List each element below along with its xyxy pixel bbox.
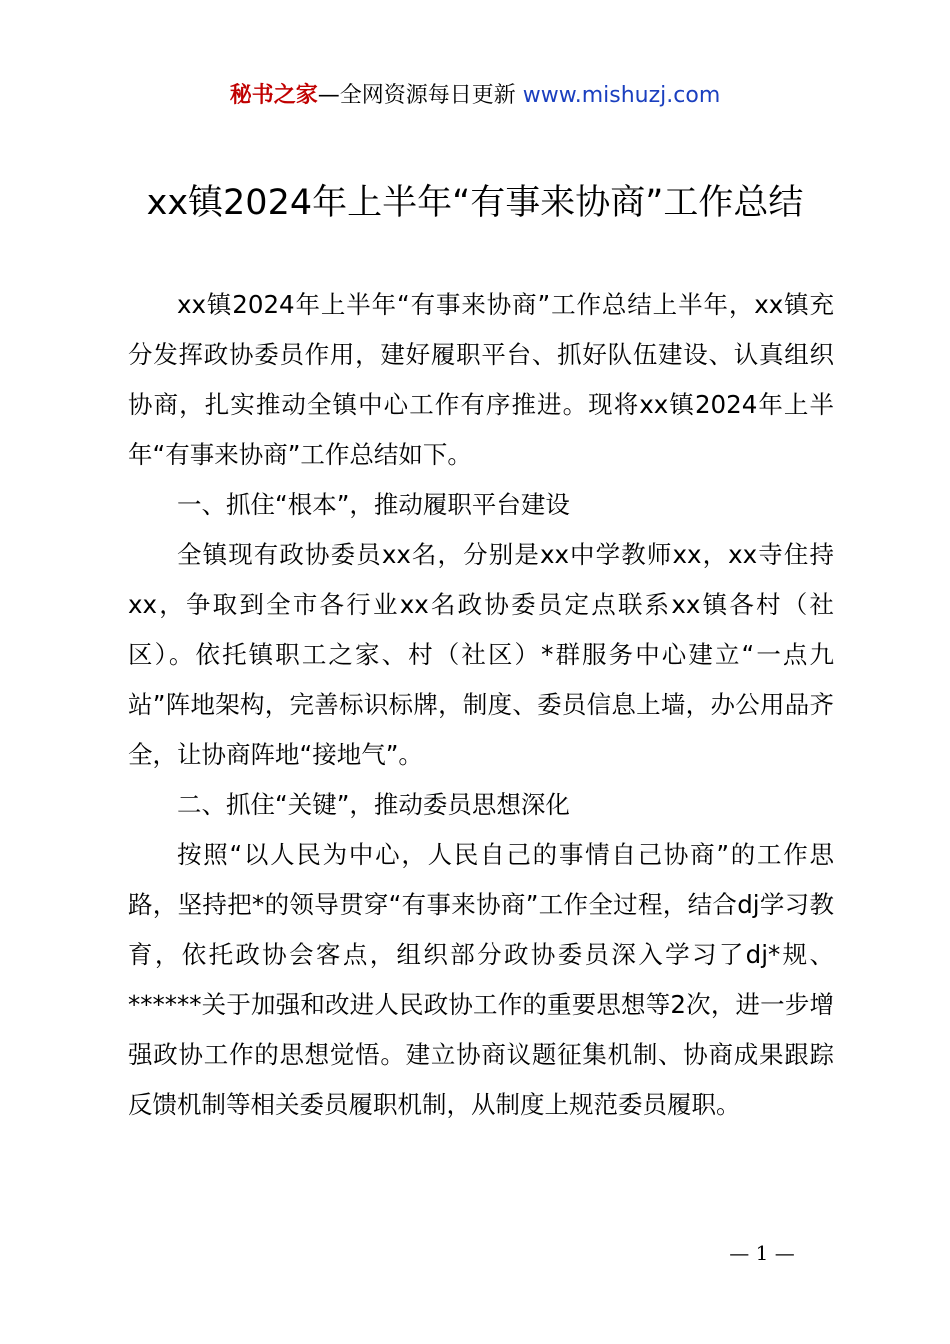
document-body — [128, 280, 834, 1130]
section-2-paragraph: 按照“以人民为中心，人民自己的事情自己协商”的工作思路，坚持把*的领导贯穿“有事来协商”工作全过程，结合dj学习教育，依托政协会客点，组织部分政协委员深入学习了dj*规、******关于加强和改进人民政协工作的重要思想等2次，进一步增强政协工作的思想觉悟。建立协商议题征集机制、协商成果跟踪反馈机制等相关委员履职机制，从制度上规范委员履职。 — [128, 840, 834, 1119]
document-title: xx镇2024年上半年“有事来协商”工作总结 — [146, 183, 804, 223]
site-url[interactable]: www.mishuzj.com — [522, 83, 721, 108]
intro-paragraph: xx镇2024年上半年“有事来协商”工作总结上半年，xx镇充分发挥政协委员作用，建好履职平台、抓好队伍建设、认真组织协商，扎实推动全镇中心工作有序推进。现将xx镇2024年上半年“有事来协商”工作总结如下。 — [128, 290, 834, 469]
section-1-paragraph: 全镇现有政协委员xx名，分别是xx中学教师xx，xx寺住持xx，争取到全市各行业xx名政协委员定点联系xx镇各村（社区）。依托镇职工之家、村（社区）*群服务中心建立“一点九站”阵地架构，完善标识标牌，制度、委员信息上墙，办公用品齐全，让协商阵地“接地气”。 — [128, 540, 834, 769]
site-brand: 秘书之家 — [229, 83, 318, 108]
page-number: — 1 — — [729, 1241, 795, 1265]
site-header — [0, 80, 950, 112]
section-heading-2: 二、抓住“关键”，推动委员思想深化 — [177, 790, 570, 819]
site-tagline: —全网资源每日更新 — [317, 83, 516, 108]
section-heading-1: 一、抓住“根本”，推动履职平台建设 — [177, 490, 570, 519]
